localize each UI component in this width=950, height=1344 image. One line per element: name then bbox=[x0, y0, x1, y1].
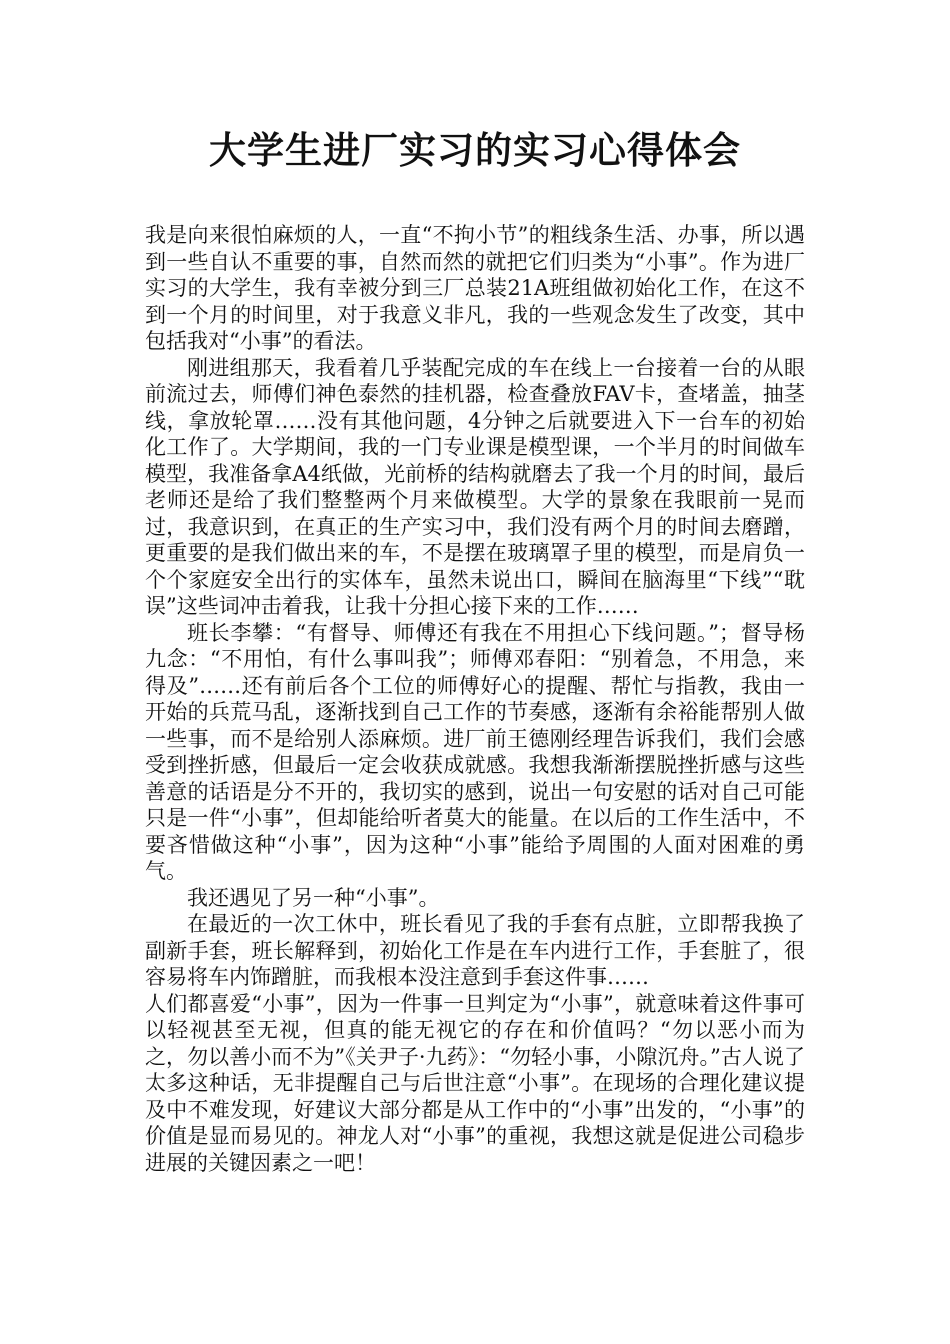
document-body bbox=[145, 222, 805, 1176]
paragraph-intro: 我是向来很怕麻烦的人，一直“不拘小节”的粗线条生活、办事，所以遇到一些自认不重要的事，自然而然的就把它们归类为“小事”。作为进厂实习的大学生，我有幸被分到三厂总装21A班组做初始化工作，在这不到一个月的时间里，对于我意义非凡，我的一些观念发生了改变，其中包括我对“小事”的看法。 bbox=[145, 223, 805, 353]
paragraph-conclusion: 人们都喜爱“小事”，因为一件事一旦判定为“小事”，就意味着这件事可以轻视甚至无视，但真的能无视它的存在和价值吗？“勿以恶小而为之，勿以善小而不为”《关尹子·九药》：“勿轻小事，小隙沉舟。”古人说了太多这种话，无非提醒自己与后世注意“小事”。在现场的合理化建议提及中不难发现，好建议大部分都是从工作中的“小事”出发的，“小事”的价值是显而易见的。神龙人对“小事”的重视，我想这就是促进公司稳步进展的关键因素之一吧！ bbox=[145, 991, 805, 1175]
paragraph-encouragement: 班长李攀：“有督导、师傅还有我在不用担心下线问题。”；督导杨九念：“不用怕，有什么事叫我”；师傅邓春阳：“别着急，不用急，来得及”……还有前后各个工位的师傅好心的提醒、帮忙与指教，我由一开始的兵荒马乱，逐渐找到自己工作的节奏感，逐渐有余裕能帮别人做一些事，而不是给别人添麻烦。进厂前王德刚经理告诉我们，我们会感受到挫折感，但最后一定会收获成就感。我想我渐渐摆脱挫折感与这些善意的话语是分不开的，我切实的感到，说出一句安慰的话对自己可能只是一件“小事”，但却能给听者莫大的能量。在以后的工作生活中，不要吝惜做这种“小事”，因为这种“小事”能给予周围的人面对困难的勇气。 bbox=[145, 620, 805, 883]
paragraph-another-small-thing: 我还遇见了另一种“小事”。 bbox=[187, 885, 440, 910]
paragraph-first-day: 刚进组那天，我看着几乎装配完成的车在线上一台接着一台的从眼前流过去，师傅们神色泰然的挂机器，检查叠放FAV卡，查堵盖，抽茎线，拿放轮罩……没有其他问题，4分钟之后就要进入下一台车的初始化工作了。大学期间，我的一门专业课是模型课，一个半月的时间做车模型，我准备拿A4纸做，光前桥的结构就磨去了我一个月的时间，最后老师还是给了我们整整两个月来做模型。大学的景象在我眼前一晃而过，我意识到，在真正的生产实习中，我们没有两个月的时间去磨蹭，更重要的是我们做出来的车，不是摆在玻璃罩子里的模型，而是肩负一个个家庭安全出行的实体车，虽然未说出口，瞬间在脑海里“下线”“耽误”这些词冲击着我，让我十分担心接下来的工作…… bbox=[145, 355, 805, 618]
document-title: 大学生进厂实习的实习心得体会 bbox=[209, 129, 741, 172]
paragraph-gloves: 在最近的一次工休中，班长看见了我的手套有点脏，立即帮我换了副新手套，班长解释到，初始化工作是在车内进行工作，手套脏了，很容易将车内饰蹭脏，而我根本没注意到手套这件事…… bbox=[145, 912, 805, 989]
